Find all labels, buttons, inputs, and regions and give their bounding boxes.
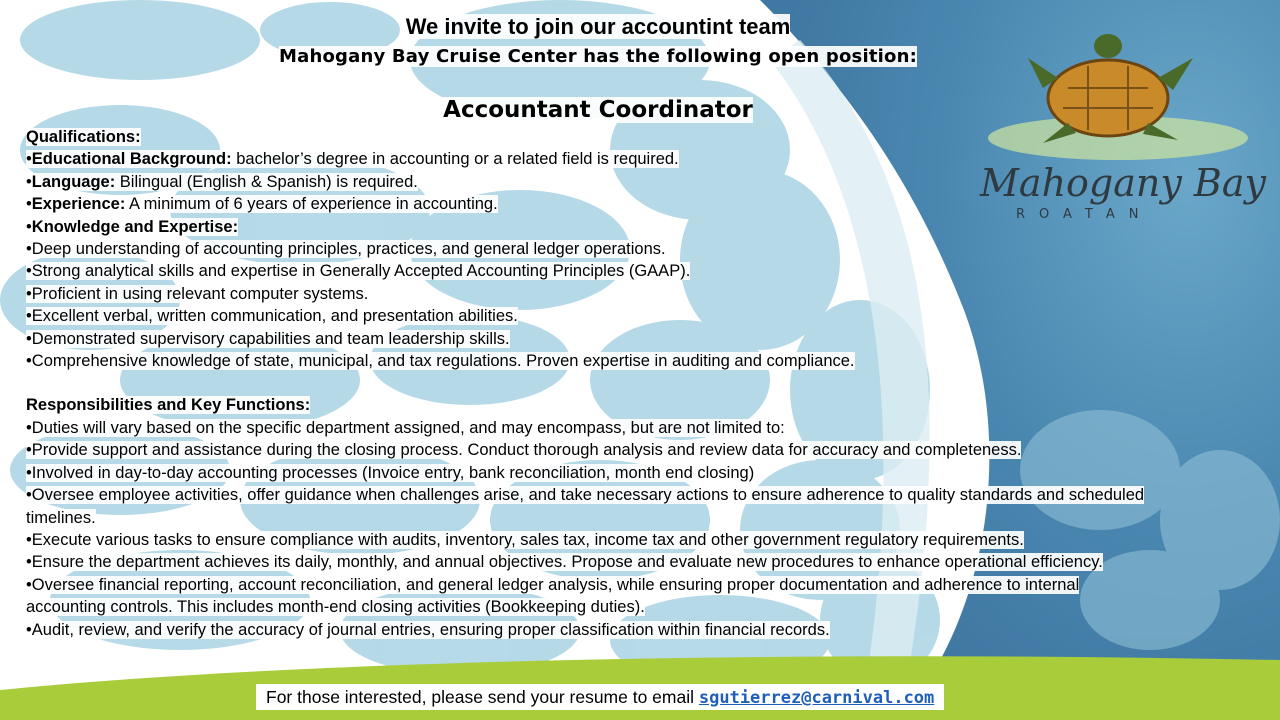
qualification-item: •Experience: A minimum of 6 years of experience in accounting. [26,195,498,214]
open-position-subtitle: Mahogany Bay Cruise Center has the following open position: [279,46,917,67]
logo-location: ROATAN [1016,207,1153,222]
qualification-item: •Excellent verbal, written communication, and presentation abilities. [26,307,518,326]
qualifications-heading: Qualifications: [26,128,141,146]
responsibility-item: •Ensure the department achieves its daily, monthly, and annual objectives. Propose and evaluate new procedures to enhance operational efficiency. [26,553,1103,572]
responsibility-item: •Oversee employee activities, offer guidance when challenges arise, and take necessary actions to ensure adherence to quality standards and scheduled timelines. [26,486,1145,527]
qualification-item: •Deep understanding of accounting principles, practices, and general ledger operations. [26,240,666,259]
qualification-item: •Comprehensive knowledge of state, municipal, and tax regulations. Proven expertise in auditing and compliance. [26,352,855,371]
responsibility-item: •Oversee financial reporting, account reconciliation, and general ledger analysis, while ensuring proper documentation and adherence to internal accounting controls. This includes month-end closing activities (Bookkeeping duties). [26,575,1080,617]
invite-heading: We invite to join our accountint team [405,14,791,39]
email-link[interactable]: sgutierrez@carnival.com [698,688,935,708]
responsibilities-heading: Responsibilities and Key Functions: [26,396,311,415]
qualification-item: •Demonstrated supervisory capabilities and team leadership skills. [26,329,510,348]
footer-text: For those interested, please send your resume to email [266,687,699,707]
responsibility-item: •Provide support and assistance during the closing process. Conduct thorough analysis and review data for accuracy and completeness. [26,441,1022,460]
qualification-item: •Educational Background: bachelor’s degree in accounting or a related field is required. [26,150,679,169]
qualification-item: •Knowledge and Expertise: [26,217,239,236]
logo-name: Mahogany Bay [980,161,1266,205]
section-spacer [26,372,1154,394]
responsibility-item: •Involved in day-to-day accounting processes (Invoice entry, bank reconciliation, month end closing) [26,463,755,482]
position-title: Accountant Coordinator [443,97,753,123]
responsibility-item: •Duties will vary based on the specific department assigned, and may encompass, but are not limited to: [26,418,785,437]
qualification-item: •Proficient in using relevant computer systems. [26,284,369,303]
qualification-item: •Language: Bilingual (English & Spanish) is required. [26,172,418,191]
qualification-item: •Strong analytical skills and expertise in Generally Accepted Accounting Principles (GAAP). [26,262,691,281]
responsibility-item: •Audit, review, and verify the accuracy of journal entries, ensuring proper classification within financial records. [26,620,830,639]
responsibility-item: •Execute various tasks to ensure compliance with audits, inventory, sales tax, income tax and other government regulatory requirements. [26,530,1024,549]
contact-footer [256,684,944,710]
job-description [26,126,1154,641]
